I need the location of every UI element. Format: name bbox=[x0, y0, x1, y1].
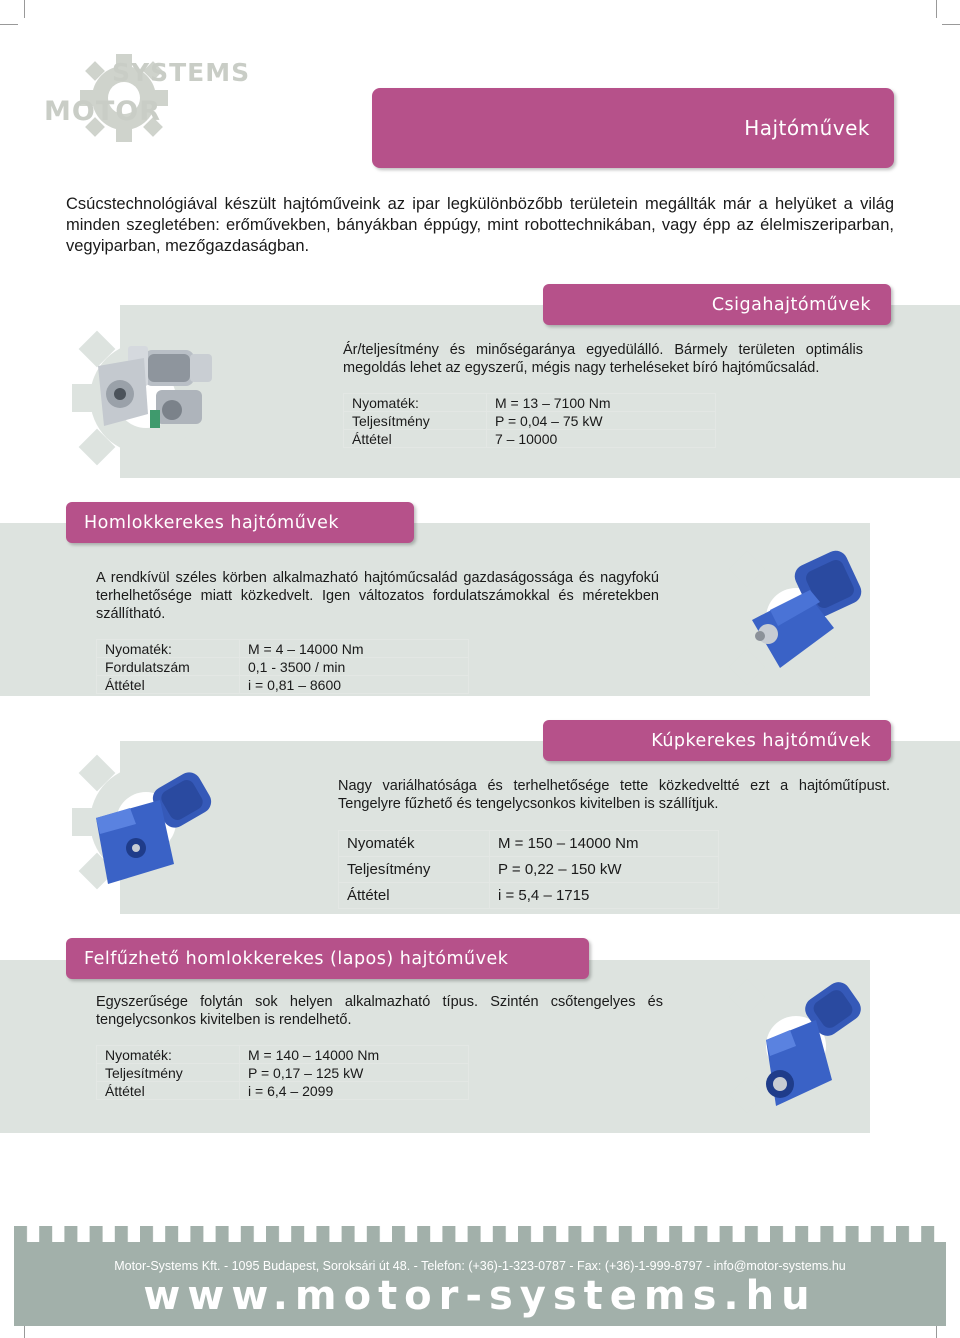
spec-table bbox=[96, 639, 469, 694]
worm-gear-motor-icon bbox=[88, 336, 228, 436]
spec-value: M = 4 – 14000 Nm bbox=[240, 640, 469, 658]
section-title: Felfűzhető homlokkerekes (lapos) hajtóművek bbox=[84, 949, 509, 969]
spec-value: i = 6,4 – 2099 bbox=[240, 1082, 469, 1100]
table-row bbox=[97, 676, 469, 694]
spec-value: M = 13 – 7100 Nm bbox=[487, 394, 716, 412]
section-title-banner bbox=[543, 720, 891, 761]
spec-table bbox=[343, 393, 716, 448]
section-title-banner bbox=[66, 938, 589, 979]
spec-label: Áttétel bbox=[97, 1082, 240, 1100]
table-row bbox=[97, 640, 469, 658]
logo-text-motor: MOTOR bbox=[44, 96, 161, 127]
section-title: Csigahajtóművek bbox=[711, 295, 871, 315]
section-title: Homlokkerekes hajtóművek bbox=[84, 513, 340, 533]
spec-value: M = 150 – 14000 Nm bbox=[490, 831, 719, 857]
footer-contact: Motor-Systems Kft. - 1095 Budapest, Soroksári út 48. - Telefon: (+36)-1-323-0787 - Fax: (+36)-1-999-8797 - info@motor-systems.hu bbox=[114, 1259, 846, 1273]
section-description: Egyszerűsége folytán sok helyen alkalmazható típus. Szintén csőtengelyes és tengelycsonkos kivitelben is rendelhető. bbox=[96, 994, 663, 1028]
logo-text-systems: SYSTEMS bbox=[112, 58, 251, 87]
logo-gear-icon bbox=[42, 40, 232, 150]
crop-mark bbox=[24, 0, 25, 18]
spec-value: 0,1 - 3500 / min bbox=[240, 658, 469, 676]
section-title-banner bbox=[543, 284, 891, 325]
spec-label: Áttétel bbox=[339, 883, 490, 909]
spec-label: Teljesítmény bbox=[97, 1064, 240, 1082]
shaft-mounted-gear-motor-icon bbox=[756, 980, 876, 1114]
crop-mark bbox=[0, 24, 18, 25]
spec-value: i = 0,81 – 8600 bbox=[240, 676, 469, 694]
table-row bbox=[97, 1046, 469, 1064]
table-row bbox=[344, 394, 716, 412]
spec-value: P = 0,04 – 75 kW bbox=[487, 412, 716, 430]
crop-mark bbox=[942, 24, 960, 25]
section-description: Ár/teljesítmény és minőségaránya egyedülálló. Bármely területen optimális megoldás lehet az egyszerű, mégis nagy terheléseket bíró hajtóműcsalád. bbox=[343, 342, 863, 376]
spec-value: P = 0,22 – 150 kW bbox=[490, 857, 719, 883]
helical-gear-motor-icon bbox=[740, 550, 870, 680]
section-band bbox=[120, 305, 960, 478]
spec-label: Áttétel bbox=[97, 676, 240, 694]
table-row bbox=[97, 658, 469, 676]
spec-label: Nyomaték: bbox=[344, 394, 487, 412]
bevel-gear-motor-icon bbox=[90, 768, 220, 888]
page-title-banner bbox=[372, 88, 894, 168]
intro-paragraph: Csúcstechnológiával készült hajtóműveink az ipar legkülönbözőbb területein megállták már a helyüket a világ minden szegletében: erőművekben, bányákban éppúgy, mint robottechnikában, vagy épp az élelmiszeriparban, vegyiparban, mezőgazdaságban. bbox=[66, 195, 894, 255]
company-logo bbox=[42, 40, 251, 150]
page-title: Hajtóművek bbox=[744, 116, 870, 140]
table-row bbox=[97, 1064, 469, 1082]
footer-website-link[interactable]: www.motor-systems.hu bbox=[143, 1273, 817, 1319]
spec-value: P = 0,17 – 125 kW bbox=[240, 1064, 469, 1082]
spec-value: M = 140 – 14000 Nm bbox=[240, 1046, 469, 1064]
spec-label: Áttétel bbox=[344, 430, 487, 448]
table-row bbox=[344, 412, 716, 430]
section-title: Kúpkerekes hajtóművek bbox=[651, 731, 871, 751]
spec-value: i = 5,4 – 1715 bbox=[490, 883, 719, 909]
section-title-banner bbox=[66, 502, 414, 543]
table-row bbox=[339, 831, 719, 857]
table-row bbox=[344, 430, 716, 448]
spec-table bbox=[96, 1045, 469, 1100]
table-row bbox=[339, 883, 719, 909]
spec-label: Nyomaték: bbox=[97, 640, 240, 658]
section-description: A rendkívül széles körben alkalmazható hajtóműcsalád gazdaságossága és nagyfokú terhelhetősége miatt közkedvelt. Igen változatos fordulatszámokkal és méretekben szállítható. bbox=[96, 570, 659, 622]
footer-teeth-decoration bbox=[14, 1226, 946, 1250]
table-row bbox=[339, 857, 719, 883]
crop-mark bbox=[936, 0, 937, 18]
spec-label: Nyomaték: bbox=[97, 1046, 240, 1064]
spec-label: Fordulatszám bbox=[97, 658, 240, 676]
spec-table bbox=[338, 830, 719, 909]
section-description: Nagy variálhatósága és terhelhetősége tette közkedveltté ezt a hajtóműtípust. Tengelyre fűzhető és tengelycsonkos kivitelben is szállítjuk. bbox=[338, 778, 890, 812]
spec-value: 7 – 10000 bbox=[487, 430, 716, 448]
spec-label: Nyomaték bbox=[339, 831, 490, 857]
table-row bbox=[97, 1082, 469, 1100]
spec-label: Teljesítmény bbox=[339, 857, 490, 883]
spec-label: Teljesítmény bbox=[344, 412, 487, 430]
